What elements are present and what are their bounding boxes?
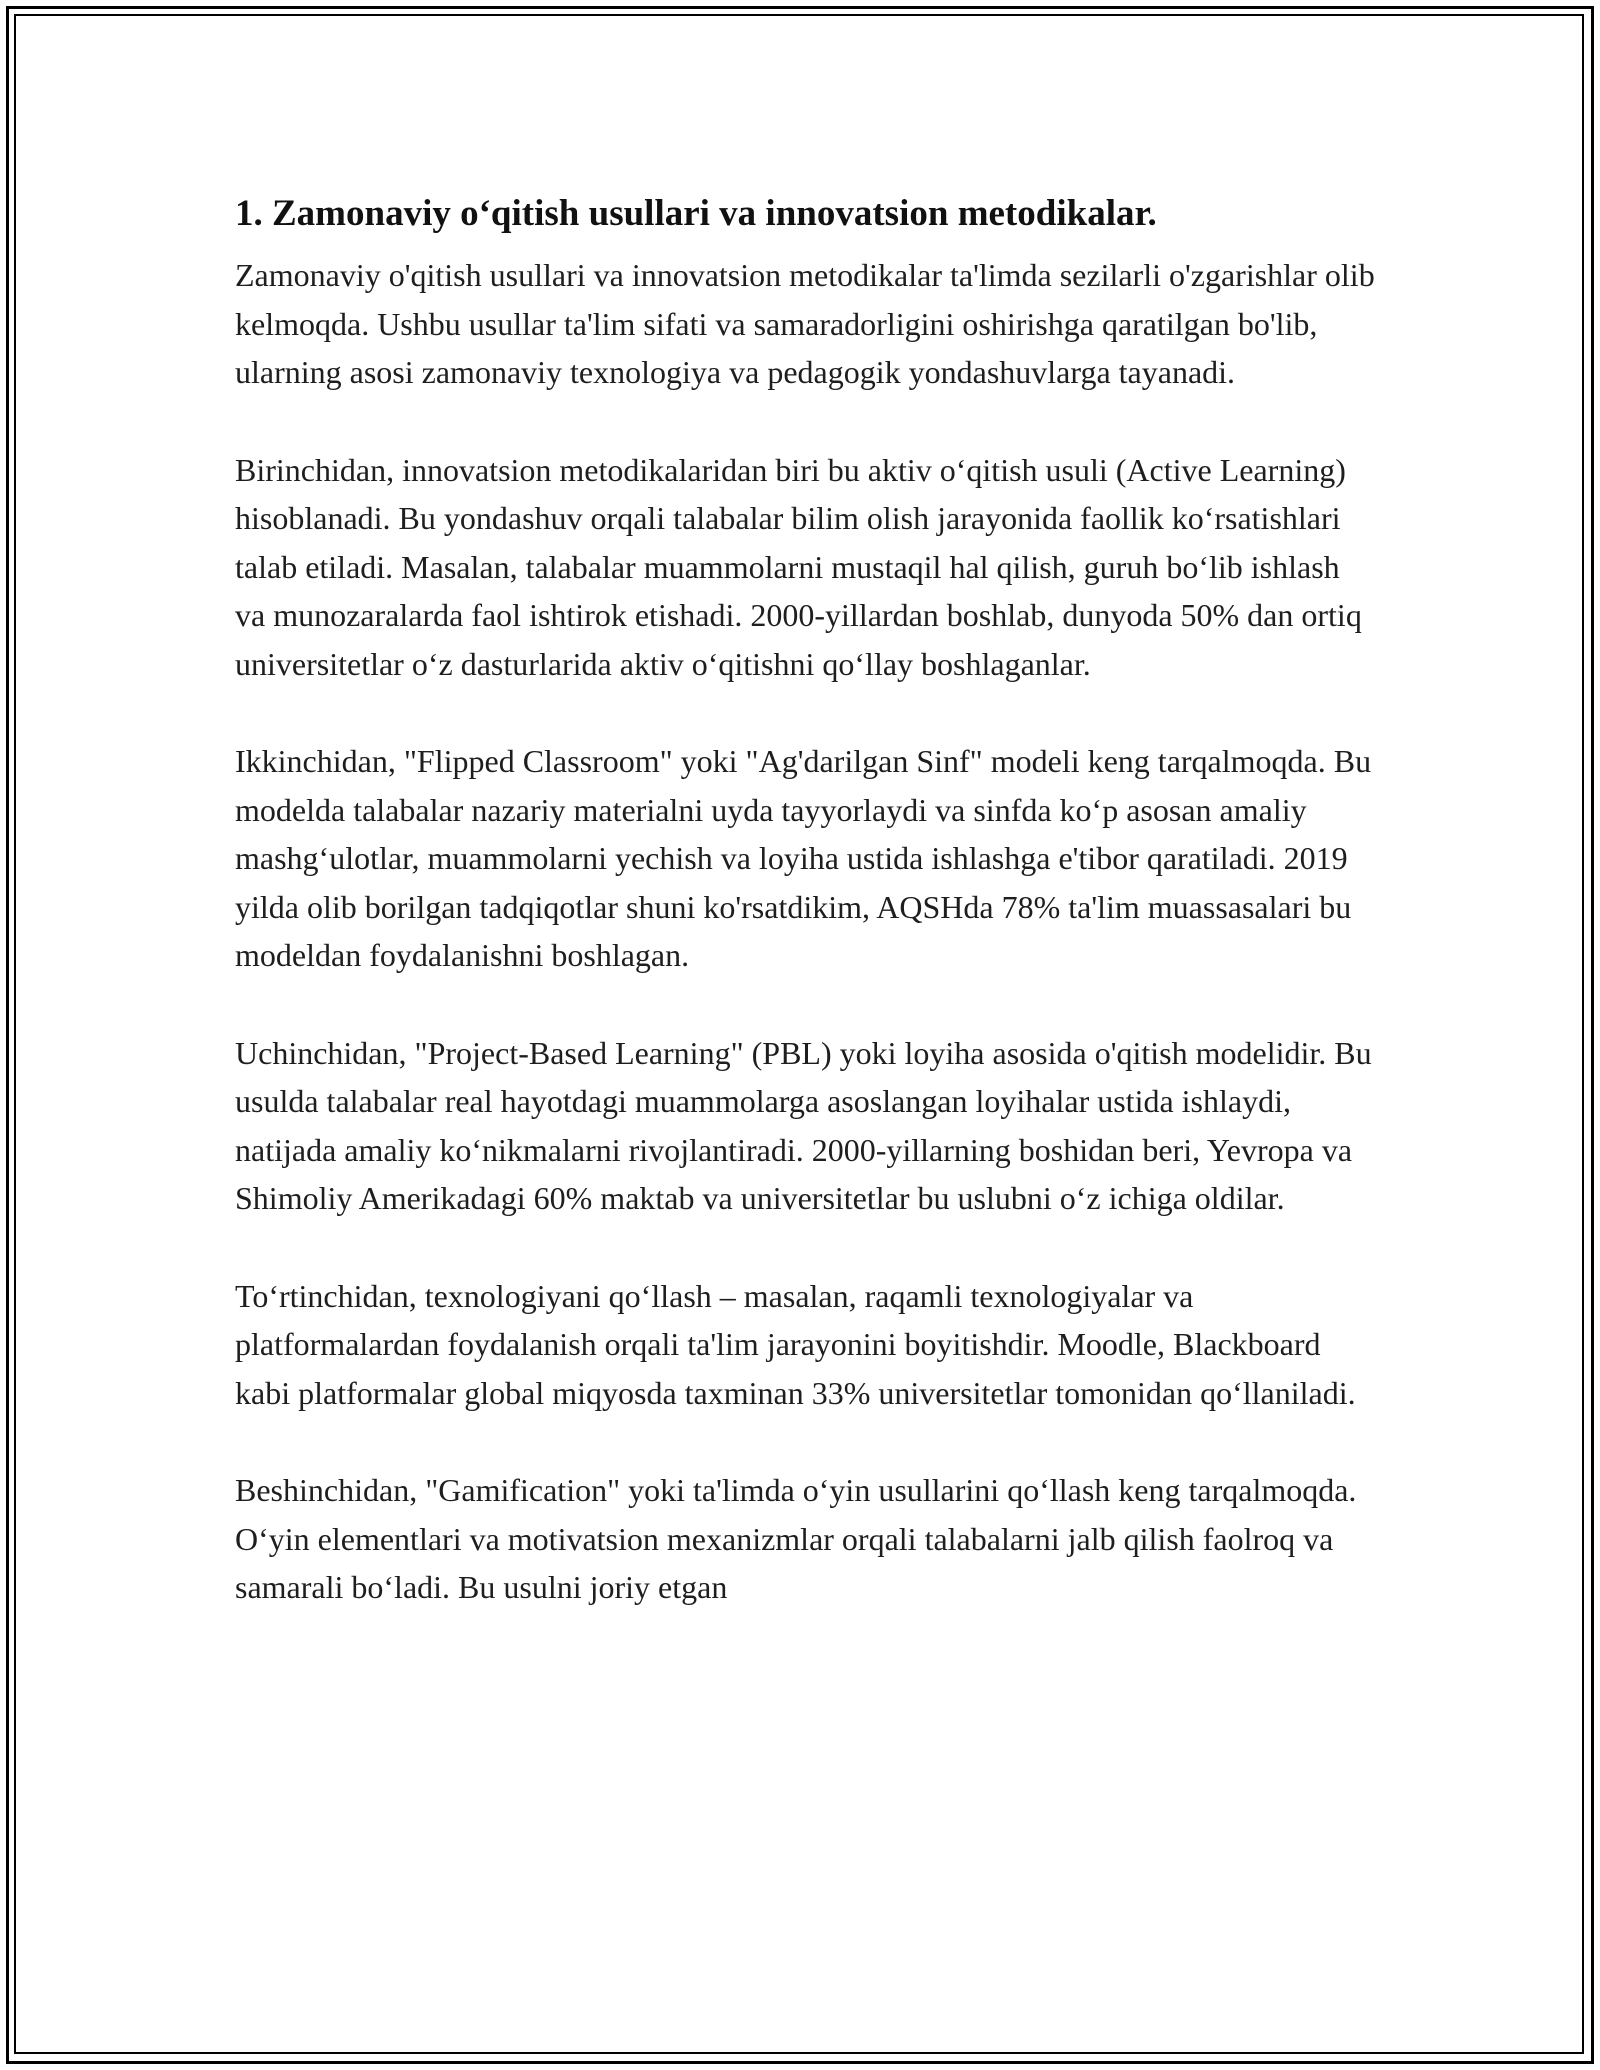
paragraph-intro: Zamonaviy o'qitish usullari va innovatsion metodikalar ta'limda sezilarli o'zgarishlar olib kelmoqda. Ushbu usullar ta'lim sifati va samaradorligini oshirishga qaratilgan bo'lib, ularning asosi zamonaviy texnologiya va pedagogik yondashuvlarga tayanadi. xyxy=(235,257,1375,390)
paragraph-gamification: Beshinchidan, "Gamification" yoki ta'limda o‘yin usullarini qo‘llash keng tarqalmoqda. O‘yin elementlari va motivatsion mexanizmlar orqali talabalarni jalb qilish faolroq va samarali bo‘ladi. Bu usulni joriy etgan xyxy=(235,1472,1357,1605)
paragraph-project-based-learning: Uchinchidan, "Project-Based Learning" (PBL) yoki loyiha asosida o'qitish modelidir. Bu usulda talabalar real hayotdagi muammolarga asoslangan loyihalar ustida ishlaydi, natijada amaliy ko‘nikmalarni rivojlantiradi. 2000-yillarning boshidan beri, Yevropa va Shimoliy Amerikadagi 60% maktab va universitetlar bu uslubni o‘z ichiga oldilar. xyxy=(235,1034,1372,1216)
document-body xyxy=(235,183,1375,1661)
paragraph-flipped-classroom: Ikkinchidan, "Flipped Classroom" yoki "Ag'darilgan Sinf" modeli keng tarqalmoqda. Bu modelda talabalar nazariy materialni uyda tayyorlaydi va sinfda ko‘p asosan amaliy mashg‘ulotlar, muammolarni yechish va loyiha ustida ishlashga e'tibor qaratiladi. 2019 yilda olib borilgan tadqiqotlar shuni ko'rsatdikim, AQSHda 78% ta'lim muassasalari bu modeldan foydalanishni boshlagan. xyxy=(235,743,1372,973)
paragraph-technology: To‘rtinchidan, texnologiyani qo‘llash – masalan, raqamli texnologiyalar va platformalardan foydalanish orqali ta'lim jarayonini boyitishdir. Moodle, Blackboard kabi platformalar global miqyosda taxminan 33% universitetlar tomonidan qo‘llaniladi. xyxy=(235,1277,1356,1411)
paragraph-active-learning: Birinchidan, innovatsion metodikalaridan biri bu aktiv o‘qitish usuli (Active Learning) hisoblanadi. Bu yondashuv orqali talabalar bilim olish jarayonida faollik ko‘rsatishlari talab etiladi. Masalan, talabalar muammolarni mustaqil hal qilish, guruh bo‘lib ishlash va munozaralarda faol ishtirok etishadi. 2000-yillardan boshlab, dunyoda 50% dan ortiq universitetlar o‘z dasturlarida aktiv o‘qitishni qo‘llay boshlaganlar. xyxy=(235,451,1362,682)
section-heading: 1. Zamonaviy o‘qitish usullari va innovatsion metodikalar. xyxy=(235,193,1157,234)
